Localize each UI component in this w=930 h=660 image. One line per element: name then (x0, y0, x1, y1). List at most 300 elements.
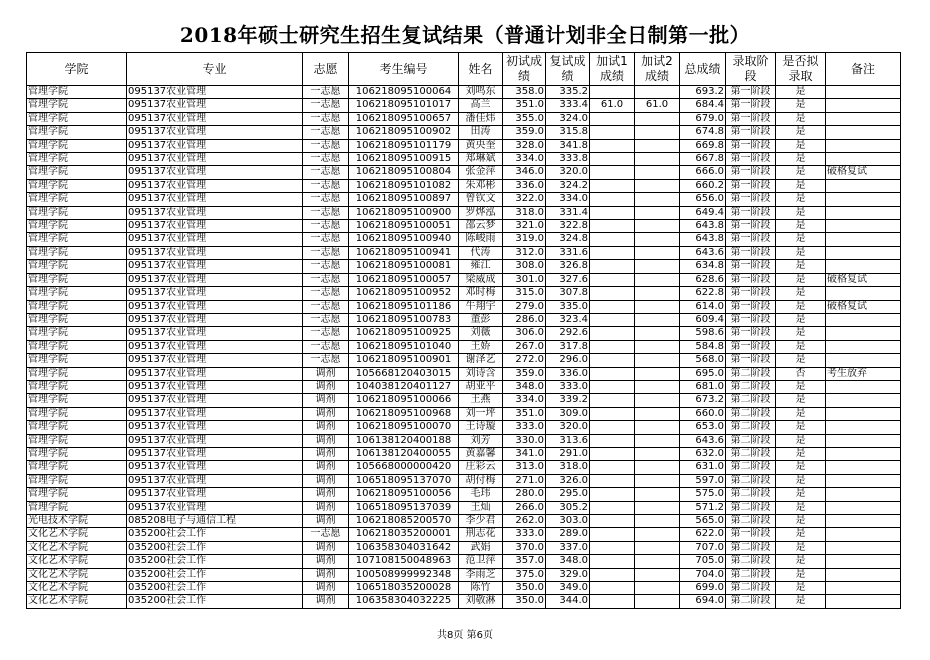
cell-retest: 335.0 (546, 300, 590, 313)
cell-stage: 第一阶段 (726, 206, 776, 219)
table-row (27, 582, 901, 595)
cell-stage: 第一阶段 (726, 86, 776, 99)
cell-major: 095137农业管理 (127, 313, 303, 326)
cell-note: 破格复试 (826, 273, 901, 286)
cell-major: 095137农业管理 (127, 233, 303, 246)
cell-add1: 61.0 (590, 99, 635, 112)
cell-exam_no: 106218095100915 (349, 153, 459, 166)
cell-college: 管理学院 (27, 86, 127, 99)
cell-college: 文化艺术学院 (27, 555, 127, 568)
cell-admit: 是 (776, 528, 826, 541)
cell-add2 (635, 595, 680, 608)
cell-stage: 第一阶段 (726, 528, 776, 541)
cell-initial: 351.0 (503, 407, 546, 420)
cell-college: 管理学院 (27, 501, 127, 514)
cell-college: 管理学院 (27, 421, 127, 434)
cell-total: 568.0 (680, 354, 726, 367)
cell-add2 (635, 555, 680, 568)
table-row (27, 233, 901, 246)
cell-wish: 调剂 (303, 515, 349, 528)
cell-note (826, 153, 901, 166)
cell-stage: 第一阶段 (726, 273, 776, 286)
cell-exam_no: 106218095100081 (349, 260, 459, 273)
cell-total: 598.6 (680, 327, 726, 340)
cell-add2 (635, 367, 680, 380)
cell-stage: 第一阶段 (726, 354, 776, 367)
cell-add2 (635, 515, 680, 528)
cell-admit: 是 (776, 273, 826, 286)
cell-note (826, 488, 901, 501)
cell-add2 (635, 233, 680, 246)
cell-exam_no: 106218095100056 (349, 488, 459, 501)
table-row (27, 206, 901, 219)
cell-note (826, 287, 901, 300)
cell-major: 035200社会工作 (127, 541, 303, 554)
cell-add2 (635, 86, 680, 99)
cell-note: 破格复试 (826, 166, 901, 179)
cell-name: 谢泽艺 (459, 354, 503, 367)
cell-name: 胡付梅 (459, 474, 503, 487)
cell-total: 614.0 (680, 300, 726, 313)
cell-major: 095137农业管理 (127, 112, 303, 125)
cell-retest: 305.2 (546, 501, 590, 514)
cell-wish: 调剂 (303, 582, 349, 595)
cell-stage: 第二阶段 (726, 515, 776, 528)
column-header-name: 姓名 (459, 53, 503, 86)
table-row (27, 407, 901, 420)
cell-retest: 289.0 (546, 528, 590, 541)
table-row (27, 193, 901, 206)
cell-wish: 一志愿 (303, 300, 349, 313)
cell-add2 (635, 126, 680, 139)
cell-major: 095137农业管理 (127, 193, 303, 206)
cell-admit: 是 (776, 434, 826, 447)
cell-total: 653.0 (680, 421, 726, 434)
cell-total: 656.0 (680, 193, 726, 206)
cell-admit: 是 (776, 166, 826, 179)
column-header-college: 学院 (27, 53, 127, 86)
cell-name: 刘诗含 (459, 367, 503, 380)
cell-wish: 一志愿 (303, 206, 349, 219)
table-row (27, 246, 901, 259)
cell-stage: 第一阶段 (726, 139, 776, 152)
cell-major: 095137农业管理 (127, 447, 303, 460)
cell-admit: 是 (776, 327, 826, 340)
cell-initial: 350.0 (503, 595, 546, 608)
cell-exam_no: 106358304031642 (349, 541, 459, 554)
cell-add2 (635, 447, 680, 460)
cell-retest: 322.8 (546, 220, 590, 233)
cell-wish: 调剂 (303, 447, 349, 460)
cell-stage: 第二阶段 (726, 394, 776, 407)
cell-add1 (590, 126, 635, 139)
cell-total: 584.8 (680, 340, 726, 353)
cell-note (826, 447, 901, 460)
cell-admit: 否 (776, 367, 826, 380)
cell-stage: 第一阶段 (726, 220, 776, 233)
cell-wish: 调剂 (303, 407, 349, 420)
cell-admit: 是 (776, 220, 826, 233)
cell-major: 095137农业管理 (127, 220, 303, 233)
cell-initial: 334.0 (503, 153, 546, 166)
cell-total: 666.0 (680, 166, 726, 179)
cell-stage: 第二阶段 (726, 461, 776, 474)
cell-name: 武娟 (459, 541, 503, 554)
cell-wish: 调剂 (303, 474, 349, 487)
cell-add2 (635, 568, 680, 581)
cell-exam_no: 106218095101017 (349, 99, 459, 112)
table-row (27, 300, 901, 313)
cell-college: 管理学院 (27, 112, 127, 125)
cell-name: 庄彩云 (459, 461, 503, 474)
cell-college: 管理学院 (27, 380, 127, 393)
cell-total: 667.8 (680, 153, 726, 166)
cell-exam_no: 105668120403015 (349, 367, 459, 380)
cell-stage: 第一阶段 (726, 233, 776, 246)
cell-add1 (590, 340, 635, 353)
table-row (27, 99, 901, 112)
cell-retest: 326.8 (546, 260, 590, 273)
cell-add2 (635, 153, 680, 166)
cell-initial: 334.0 (503, 394, 546, 407)
column-header-note: 备注 (826, 53, 901, 86)
cell-retest: 344.0 (546, 595, 590, 608)
cell-major: 095137农业管理 (127, 434, 303, 447)
cell-admit: 是 (776, 260, 826, 273)
cell-stage: 第一阶段 (726, 260, 776, 273)
cell-total: 695.0 (680, 367, 726, 380)
cell-exam_no: 106218095100070 (349, 421, 459, 434)
cell-exam_no: 106218095100902 (349, 126, 459, 139)
cell-stage: 第一阶段 (726, 313, 776, 326)
cell-retest: 334.0 (546, 193, 590, 206)
cell-add1 (590, 139, 635, 152)
cell-wish: 调剂 (303, 461, 349, 474)
cell-wish: 调剂 (303, 380, 349, 393)
cell-add1 (590, 287, 635, 300)
column-header-add2: 加试2成绩 (635, 53, 680, 86)
cell-initial: 357.0 (503, 555, 546, 568)
cell-add2 (635, 474, 680, 487)
table-row (27, 273, 901, 286)
cell-stage: 第一阶段 (726, 112, 776, 125)
cell-initial: 350.0 (503, 582, 546, 595)
table-row (27, 220, 901, 233)
cell-initial: 312.0 (503, 246, 546, 259)
cell-name: 刘薇 (459, 327, 503, 340)
cell-note (826, 582, 901, 595)
table-row (27, 541, 901, 554)
table-body (27, 86, 901, 609)
cell-retest: 326.0 (546, 474, 590, 487)
cell-college: 管理学院 (27, 99, 127, 112)
cell-name: 毛玮 (459, 488, 503, 501)
cell-major: 095137农业管理 (127, 206, 303, 219)
table-row (27, 313, 901, 326)
cell-initial: 321.0 (503, 220, 546, 233)
cell-stage: 第一阶段 (726, 327, 776, 340)
cell-major: 095137农业管理 (127, 367, 303, 380)
table-row (27, 380, 901, 393)
cell-total: 597.0 (680, 474, 726, 487)
cell-major: 095137农业管理 (127, 287, 303, 300)
cell-add1 (590, 86, 635, 99)
cell-exam_no: 106138120400055 (349, 447, 459, 460)
cell-wish: 一志愿 (303, 99, 349, 112)
cell-note (826, 380, 901, 393)
cell-exam_no: 106218095100657 (349, 112, 459, 125)
cell-college: 文化艺术学院 (27, 582, 127, 595)
cell-add2 (635, 273, 680, 286)
column-header-admit: 是否拟录取 (776, 53, 826, 86)
cell-initial: 359.0 (503, 126, 546, 139)
cell-name: 陈竹 (459, 582, 503, 595)
cell-total: 681.0 (680, 380, 726, 393)
cell-note (826, 340, 901, 353)
cell-add1 (590, 541, 635, 554)
table-row (27, 461, 901, 474)
cell-admit: 是 (776, 541, 826, 554)
cell-initial: 346.0 (503, 166, 546, 179)
cell-initial: 315.0 (503, 287, 546, 300)
cell-exam_no: 100508999992348 (349, 568, 459, 581)
cell-initial: 266.0 (503, 501, 546, 514)
cell-wish: 一志愿 (303, 166, 349, 179)
cell-initial: 341.0 (503, 447, 546, 460)
cell-note (826, 568, 901, 581)
cell-stage: 第二阶段 (726, 541, 776, 554)
cell-exam_no: 105668000000420 (349, 461, 459, 474)
cell-name: 胡亚平 (459, 380, 503, 393)
cell-wish: 一志愿 (303, 193, 349, 206)
cell-name: 王燕 (459, 394, 503, 407)
cell-exam_no: 104038120401127 (349, 380, 459, 393)
cell-note (826, 474, 901, 487)
cell-note (826, 112, 901, 125)
cell-major: 035200社会工作 (127, 528, 303, 541)
cell-retest: 336.0 (546, 367, 590, 380)
cell-stage: 第二阶段 (726, 447, 776, 460)
cell-note (826, 260, 901, 273)
cell-retest: 318.0 (546, 461, 590, 474)
cell-initial: 267.0 (503, 340, 546, 353)
table-row (27, 340, 901, 353)
column-header-total: 总成绩 (680, 53, 726, 86)
cell-add1 (590, 327, 635, 340)
cell-college: 光电技术学院 (27, 515, 127, 528)
cell-add1 (590, 206, 635, 219)
cell-college: 文化艺术学院 (27, 528, 127, 541)
cell-add2 (635, 582, 680, 595)
cell-wish: 调剂 (303, 421, 349, 434)
cell-total: 643.6 (680, 246, 726, 259)
cell-major: 095137农业管理 (127, 461, 303, 474)
cell-note (826, 501, 901, 514)
cell-retest: 307.8 (546, 287, 590, 300)
cell-initial: 308.0 (503, 260, 546, 273)
cell-wish: 调剂 (303, 434, 349, 447)
table-row (27, 501, 901, 514)
cell-total: 643.8 (680, 220, 726, 233)
cell-admit: 是 (776, 568, 826, 581)
page-title: 2018年硕士研究生招生复试结果（普通计划非全日制第一批） (179, 23, 751, 47)
cell-name: 董彭 (459, 313, 503, 326)
table-row (27, 555, 901, 568)
cell-admit: 是 (776, 447, 826, 460)
cell-add2 (635, 313, 680, 326)
cell-note (826, 139, 901, 152)
cell-note (826, 327, 901, 340)
cell-college: 管理学院 (27, 434, 127, 447)
cell-retest: 331.4 (546, 206, 590, 219)
cell-total: 631.0 (680, 461, 726, 474)
cell-retest: 309.0 (546, 407, 590, 420)
cell-college: 管理学院 (27, 354, 127, 367)
cell-stage: 第二阶段 (726, 421, 776, 434)
cell-college: 管理学院 (27, 153, 127, 166)
cell-retest: 324.2 (546, 179, 590, 192)
cell-add2 (635, 260, 680, 273)
cell-stage: 第二阶段 (726, 407, 776, 420)
cell-initial: 306.0 (503, 327, 546, 340)
cell-college: 管理学院 (27, 488, 127, 501)
cell-retest: 329.0 (546, 568, 590, 581)
cell-stage: 第一阶段 (726, 193, 776, 206)
cell-add2 (635, 407, 680, 420)
cell-college: 管理学院 (27, 394, 127, 407)
table-row (27, 327, 901, 340)
cell-exam_no: 106218095100066 (349, 394, 459, 407)
cell-exam_no: 106218095100804 (349, 166, 459, 179)
cell-admit: 是 (776, 394, 826, 407)
cell-wish: 一志愿 (303, 179, 349, 192)
cell-retest: 296.0 (546, 354, 590, 367)
cell-add1 (590, 555, 635, 568)
cell-exam_no: 106218095101040 (349, 340, 459, 353)
cell-note (826, 541, 901, 554)
cell-exam_no: 106218095100900 (349, 206, 459, 219)
cell-wish: 一志愿 (303, 528, 349, 541)
cell-retest: 303.0 (546, 515, 590, 528)
cell-add1 (590, 434, 635, 447)
cell-college: 管理学院 (27, 273, 127, 286)
cell-exam_no: 106218095101179 (349, 139, 459, 152)
cell-total: 673.2 (680, 394, 726, 407)
cell-add1 (590, 367, 635, 380)
table-row (27, 86, 901, 99)
cell-wish: 一志愿 (303, 86, 349, 99)
cell-add2 (635, 206, 680, 219)
cell-name: 高兰 (459, 99, 503, 112)
cell-add1 (590, 354, 635, 367)
cell-major: 095137农业管理 (127, 407, 303, 420)
cell-add2 (635, 166, 680, 179)
cell-add1 (590, 447, 635, 460)
cell-college: 文化艺术学院 (27, 541, 127, 554)
table-row (27, 112, 901, 125)
cell-admit: 是 (776, 153, 826, 166)
cell-initial: 322.0 (503, 193, 546, 206)
cell-total: 693.2 (680, 86, 726, 99)
cell-major: 095137农业管理 (127, 166, 303, 179)
cell-wish: 调剂 (303, 394, 349, 407)
cell-major: 095137农业管理 (127, 394, 303, 407)
table-row (27, 515, 901, 528)
cell-note (826, 220, 901, 233)
cell-stage: 第一阶段 (726, 287, 776, 300)
table-row (27, 421, 901, 434)
cell-initial: 333.0 (503, 421, 546, 434)
cell-wish: 一志愿 (303, 153, 349, 166)
column-header-exam_no: 考生编号 (349, 53, 459, 86)
cell-note (826, 595, 901, 608)
cell-total: 565.0 (680, 515, 726, 528)
cell-add2 (635, 354, 680, 367)
cell-initial: 272.0 (503, 354, 546, 367)
column-header-wish: 志愿 (303, 53, 349, 86)
cell-major: 095137农业管理 (127, 153, 303, 166)
cell-initial: 280.0 (503, 488, 546, 501)
cell-admit: 是 (776, 193, 826, 206)
cell-major: 095137农业管理 (127, 126, 303, 139)
cell-admit: 是 (776, 595, 826, 608)
cell-initial: 330.0 (503, 434, 546, 447)
cell-add2 (635, 541, 680, 554)
table-row (27, 568, 901, 581)
cell-stage: 第一阶段 (726, 126, 776, 139)
cell-add1 (590, 233, 635, 246)
table-row (27, 394, 901, 407)
cell-exam_no: 106138120400188 (349, 434, 459, 447)
cell-wish: 一志愿 (303, 287, 349, 300)
cell-total: 669.8 (680, 139, 726, 152)
cell-initial: 301.0 (503, 273, 546, 286)
cell-name: 刘一坪 (459, 407, 503, 420)
cell-wish: 一志愿 (303, 260, 349, 273)
cell-initial: 262.0 (503, 515, 546, 528)
cell-note: 破格复试 (826, 300, 901, 313)
cell-note: 考生放弃 (826, 367, 901, 380)
cell-stage: 第二阶段 (726, 488, 776, 501)
cell-name: 郑琳斌 (459, 153, 503, 166)
cell-add1 (590, 421, 635, 434)
cell-name: 荆志花 (459, 528, 503, 541)
cell-retest: 320.0 (546, 421, 590, 434)
cell-add2 (635, 139, 680, 152)
cell-admit: 是 (776, 287, 826, 300)
cell-college: 管理学院 (27, 206, 127, 219)
cell-exam_no: 106218095100925 (349, 327, 459, 340)
cell-stage: 第二阶段 (726, 555, 776, 568)
cell-add2 (635, 112, 680, 125)
cell-admit: 是 (776, 461, 826, 474)
cell-admit: 是 (776, 474, 826, 487)
table-row (27, 260, 901, 273)
cell-total: 628.6 (680, 273, 726, 286)
cell-stage: 第一阶段 (726, 179, 776, 192)
cell-wish: 一志愿 (303, 246, 349, 259)
cell-retest: 324.8 (546, 233, 590, 246)
header-row (27, 53, 901, 86)
cell-add2 (635, 287, 680, 300)
cell-exam_no: 106518095137070 (349, 474, 459, 487)
cell-wish: 调剂 (303, 488, 349, 501)
cell-major: 095137农业管理 (127, 86, 303, 99)
cell-name: 梁威成 (459, 273, 503, 286)
cell-stage: 第二阶段 (726, 434, 776, 447)
cell-note (826, 193, 901, 206)
cell-exam_no: 106218095101082 (349, 179, 459, 192)
